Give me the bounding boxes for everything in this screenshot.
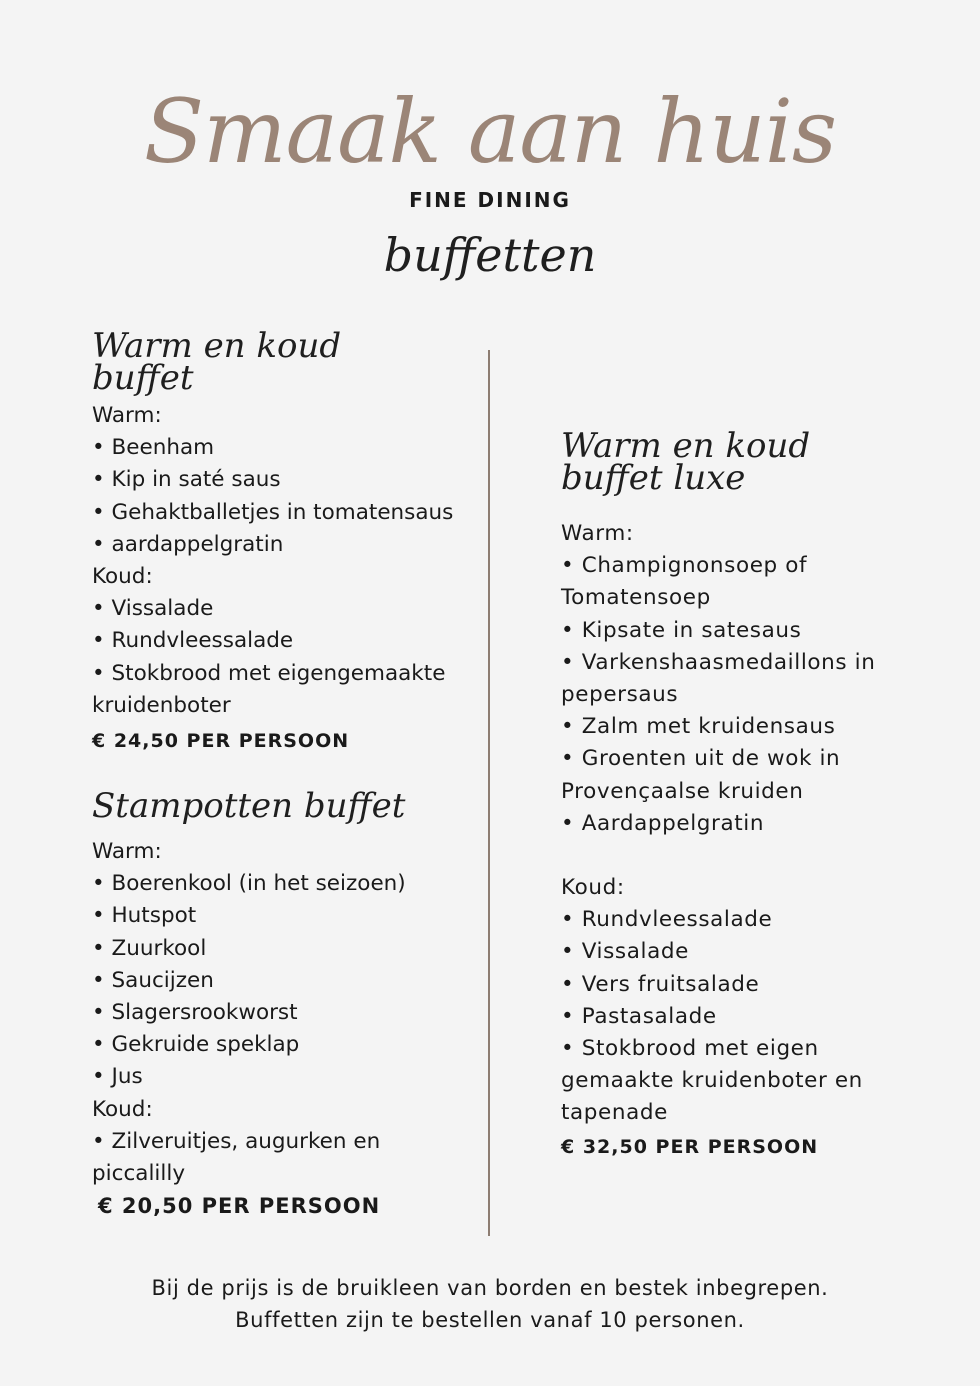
list-item: • Gehaktballetjes in tomatensaus: [92, 499, 454, 525]
list-item: • Pastasalade: [561, 1003, 717, 1029]
list-item: piccalilly: [92, 1161, 186, 1187]
list-item: gemaakte kruidenboter en: [561, 1068, 863, 1094]
footer-note: [0, 1272, 980, 1336]
section-title-line: buffet luxe: [561, 458, 746, 498]
list-item: • Aardappelgratin: [561, 810, 765, 836]
list-item: tapenade: [561, 1100, 668, 1126]
list-item: • Vissalade: [92, 596, 214, 622]
list-item: Warm:: [92, 403, 162, 428]
list-item: • Varkenshaasmedaillons in: [561, 649, 876, 675]
price-label: € 24,50 PER PERSOON: [92, 730, 350, 753]
footer-line: Bij de prijs is de bruikleen van borden en bestek inbegrepen.: [151, 1276, 829, 1300]
list-item: • Beenham: [92, 435, 215, 461]
section-title-line: Warm en koud: [561, 426, 811, 466]
list-item: • Boerenkool (in het seizoen): [92, 871, 406, 897]
price-label: € 20,50 PER PERSOON: [98, 1194, 381, 1219]
footer-line: Buffetten zijn te bestellen vanaf 10 personen.: [235, 1308, 745, 1332]
list-item: Provençaalse kruiden: [561, 778, 804, 804]
section-title-line: buffet: [92, 358, 194, 398]
section-warm-koud-buffet-luxe: [561, 426, 961, 1158]
list-item: Koud:: [92, 1096, 153, 1122]
list-item: • Groenten uit de wok in: [561, 746, 841, 772]
list-item: • Vers fruitsalade: [561, 971, 760, 997]
list-item: • Stokbrood met eigengemaakte: [92, 660, 446, 686]
list-item: Tomatensoep: [561, 585, 711, 611]
list-item: [561, 840, 961, 872]
list-item: • Vissalade: [561, 939, 689, 965]
list-item: • Rundvleessalade: [561, 907, 773, 933]
column-divider: [488, 350, 490, 1236]
section-title: [92, 326, 482, 398]
list-item: • Champignonsoep of: [561, 553, 808, 579]
list-item: • Rundvleessalade: [92, 628, 294, 654]
list-item: • Jus: [92, 1064, 143, 1090]
list-item: • Saucijzen: [92, 967, 214, 993]
menu-list: [92, 836, 482, 1190]
section-warm-koud-buffet: [92, 326, 482, 753]
list-item: • Slagersrookworst: [92, 1000, 298, 1026]
list-item: Koud:: [92, 564, 153, 590]
brand-subtitle: FINE DINING: [409, 188, 571, 212]
price-label: € 32,50 PER PERSOON: [561, 1135, 819, 1158]
list-item: • Stokbrood met eigen: [561, 1036, 819, 1062]
list-item: • Gekruide speklap: [92, 1032, 300, 1058]
list-item: • Kipsate in satesaus: [561, 617, 802, 643]
brand-logo: Smaak aan huis: [143, 80, 837, 183]
page-heading: buffetten: [383, 228, 597, 282]
list-item: Warm:: [92, 839, 162, 864]
list-item: • Zalm met kruidensaus: [561, 714, 836, 740]
section-title: [561, 426, 961, 498]
section-title-line: Warm en koud: [92, 326, 342, 366]
list-item: • Zilveruitjes, augurken en: [92, 1128, 381, 1154]
list-item: • Hutspot: [92, 903, 197, 929]
list-item: Koud:: [561, 875, 625, 901]
list-item: Warm:: [561, 521, 634, 546]
menu-list: [561, 518, 961, 1130]
list-item: • aardappelgratin: [92, 531, 284, 557]
list-item: • Kip in saté saus: [92, 467, 281, 493]
list-item: kruidenboter: [92, 692, 231, 718]
list-item: pepersaus: [561, 682, 679, 708]
list-item: • Zuurkool: [92, 935, 207, 961]
section-title: Stampotten buffet: [92, 786, 406, 826]
section-stampotten-buffet: [92, 786, 482, 1219]
menu-list: [92, 400, 482, 722]
